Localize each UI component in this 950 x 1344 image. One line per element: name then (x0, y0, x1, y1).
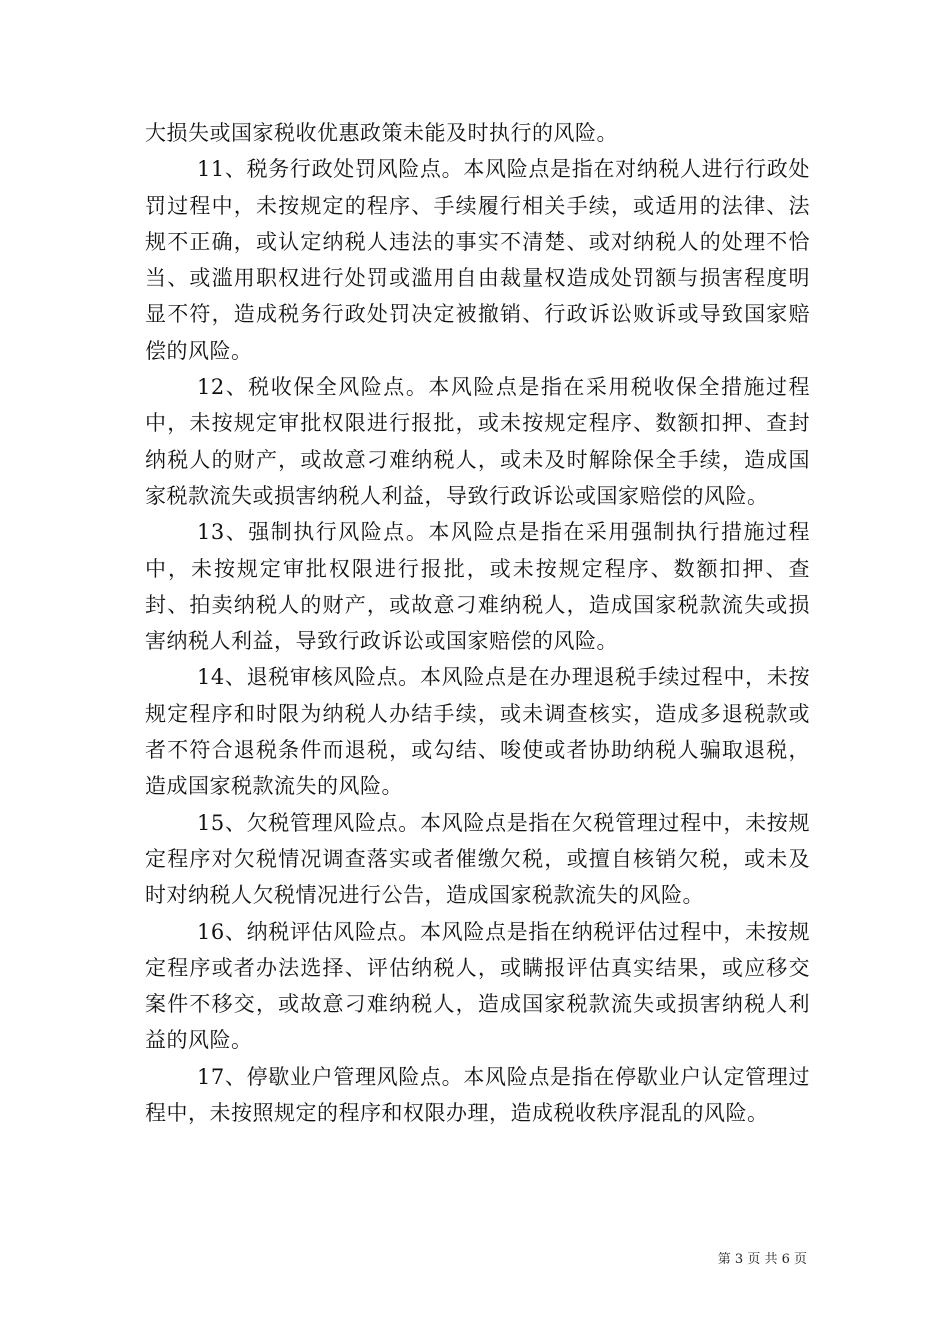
paragraph-item-15: 15、欠税管理风险点。本风险点是指在欠税管理过程中，未按规定程序对欠税情况调查落实或者催缴欠税，或擅自核销欠税，或未及时对纳税人欠税情况进行公告，造成国家税款流失的风险。 (145, 810, 810, 908)
document-body (145, 115, 810, 1131)
paragraph-item-14: 14、退税审核风险点。本风险点是在办理退税手续过程中，未按规定程序和时限为纳税人办结手续，或未调查核实，造成多退税款或者不符合退税条件而退税，或勾结、唆使或者协助纳税人骗取退税，造成国家税款流失的风险。 (145, 665, 810, 799)
paragraph-item-16: 16、纳税评估风险点。本风险点是指在纳税评估过程中，未按规定程序或者办法选择、评估纳税人，或瞒报评估真实结果，或应移交案件不移交，或故意刁难纳税人，造成国家税款流失或损害纳税人利益的风险。 (145, 919, 810, 1053)
paragraph-item-17: 17、停歇业户管理风险点。本风险点是指在停歇业户认定管理过程中，未按照规定的程序和权限办理，造成税收秩序混乱的风险。 (145, 1064, 810, 1126)
paragraph-continuation: 大损失或国家税收优惠政策未能及时执行的风险。 (145, 121, 618, 145)
paragraph-item-13: 13、强制执行风险点。本风险点是指在采用强制执行措施过程中，未按规定审批权限进行报批，或未按规定程序、数额扣押、查封、拍卖纳税人的财产，或故意刁难纳税人，造成国家税款流失或损害纳税人利益，导致行政诉讼或国家赔偿的风险。 (145, 520, 810, 654)
page-footer (0, 1248, 950, 1270)
paragraph-item-11: 11、税务行政处罚风险点。本风险点是指在对纳税人进行行政处罚过程中，未按规定的程序、手续履行相关手续，或适用的法律、法规不正确，或认定纳税人违法的事实不清楚、或对纳税人的处理不恰当、或滥用职权进行处罚或滥用自由裁量权造成处罚额与损害程度明显不符，造成税务行政处罚决定被撤销、行政诉讼败诉或导致国家赔偿的风险。 (145, 157, 810, 363)
page-number: 第 3 页 共 6 页 (717, 1252, 807, 1267)
paragraph-item-12: 12、税收保全风险点。本风险点是指在采用税收保全措施过程中，未按规定审批权限进行报批，或未按规定程序、数额扣押、查封纳税人的财产，或故意刁难纳税人，或未及时解除保全手续，造成国家税款流失或损害纳税人利益，导致行政诉讼或国家赔偿的风险。 (145, 375, 810, 508)
